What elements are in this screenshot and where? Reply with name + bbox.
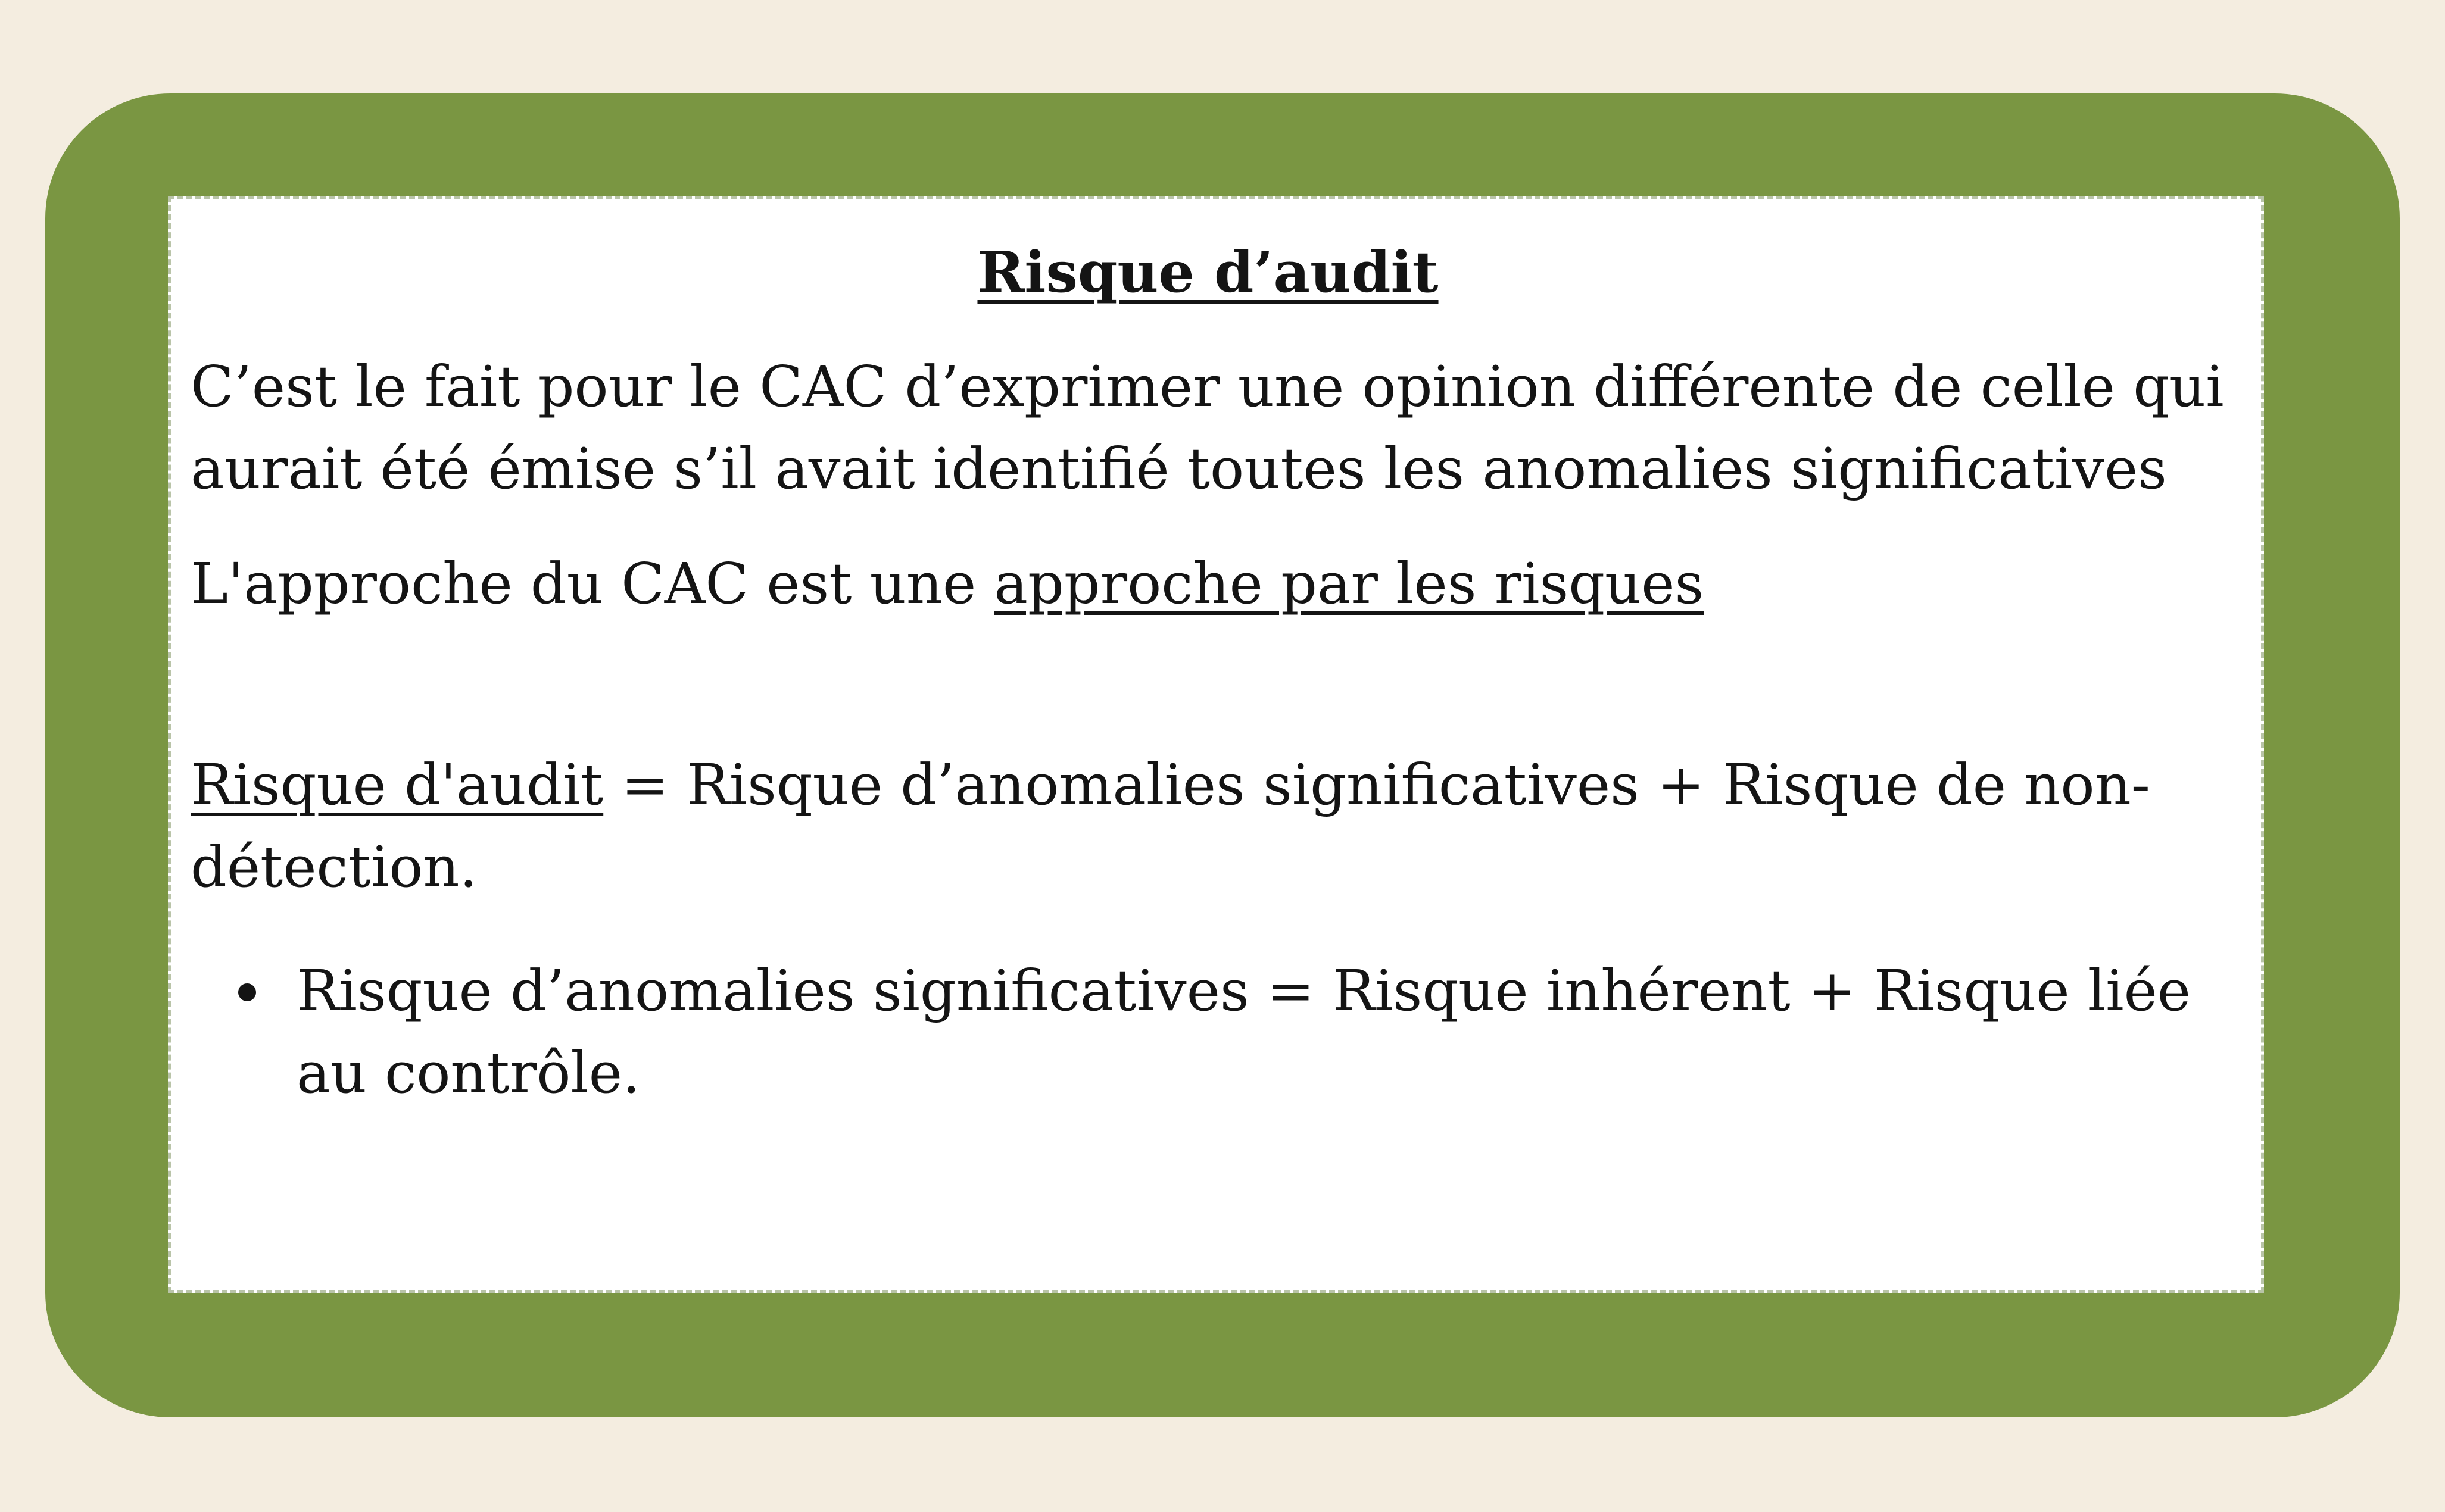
title-text: Risque d’audit (977, 239, 1439, 305)
content-card (168, 196, 2264, 1293)
formula-term: Risque d'audit (191, 752, 604, 818)
formula-rest: = Risque d’anomalies significatives + Risque de non-détection. (191, 752, 2150, 900)
definition-paragraph: C’est le fait pour le CAC d’exprimer une opinion différente de celle qui aurait été émise s’il avait identifié toutes les anomalies significatives (191, 354, 2224, 502)
bullet-list (191, 950, 2225, 1114)
approach-emphasis: approche par les risques (994, 551, 1704, 617)
formula-paragraph (191, 744, 2225, 908)
card-content (191, 199, 2225, 1114)
approach-paragraph (191, 543, 2225, 625)
approach-prefix: L'approche du CAC est une (191, 551, 994, 617)
list-item (191, 950, 2225, 1114)
bullet-icon (238, 983, 256, 1001)
page-title (191, 228, 2225, 317)
bullet-text: Risque d’anomalies significatives = Risque inhérent + Risque liée au contrôle. (297, 958, 2191, 1106)
